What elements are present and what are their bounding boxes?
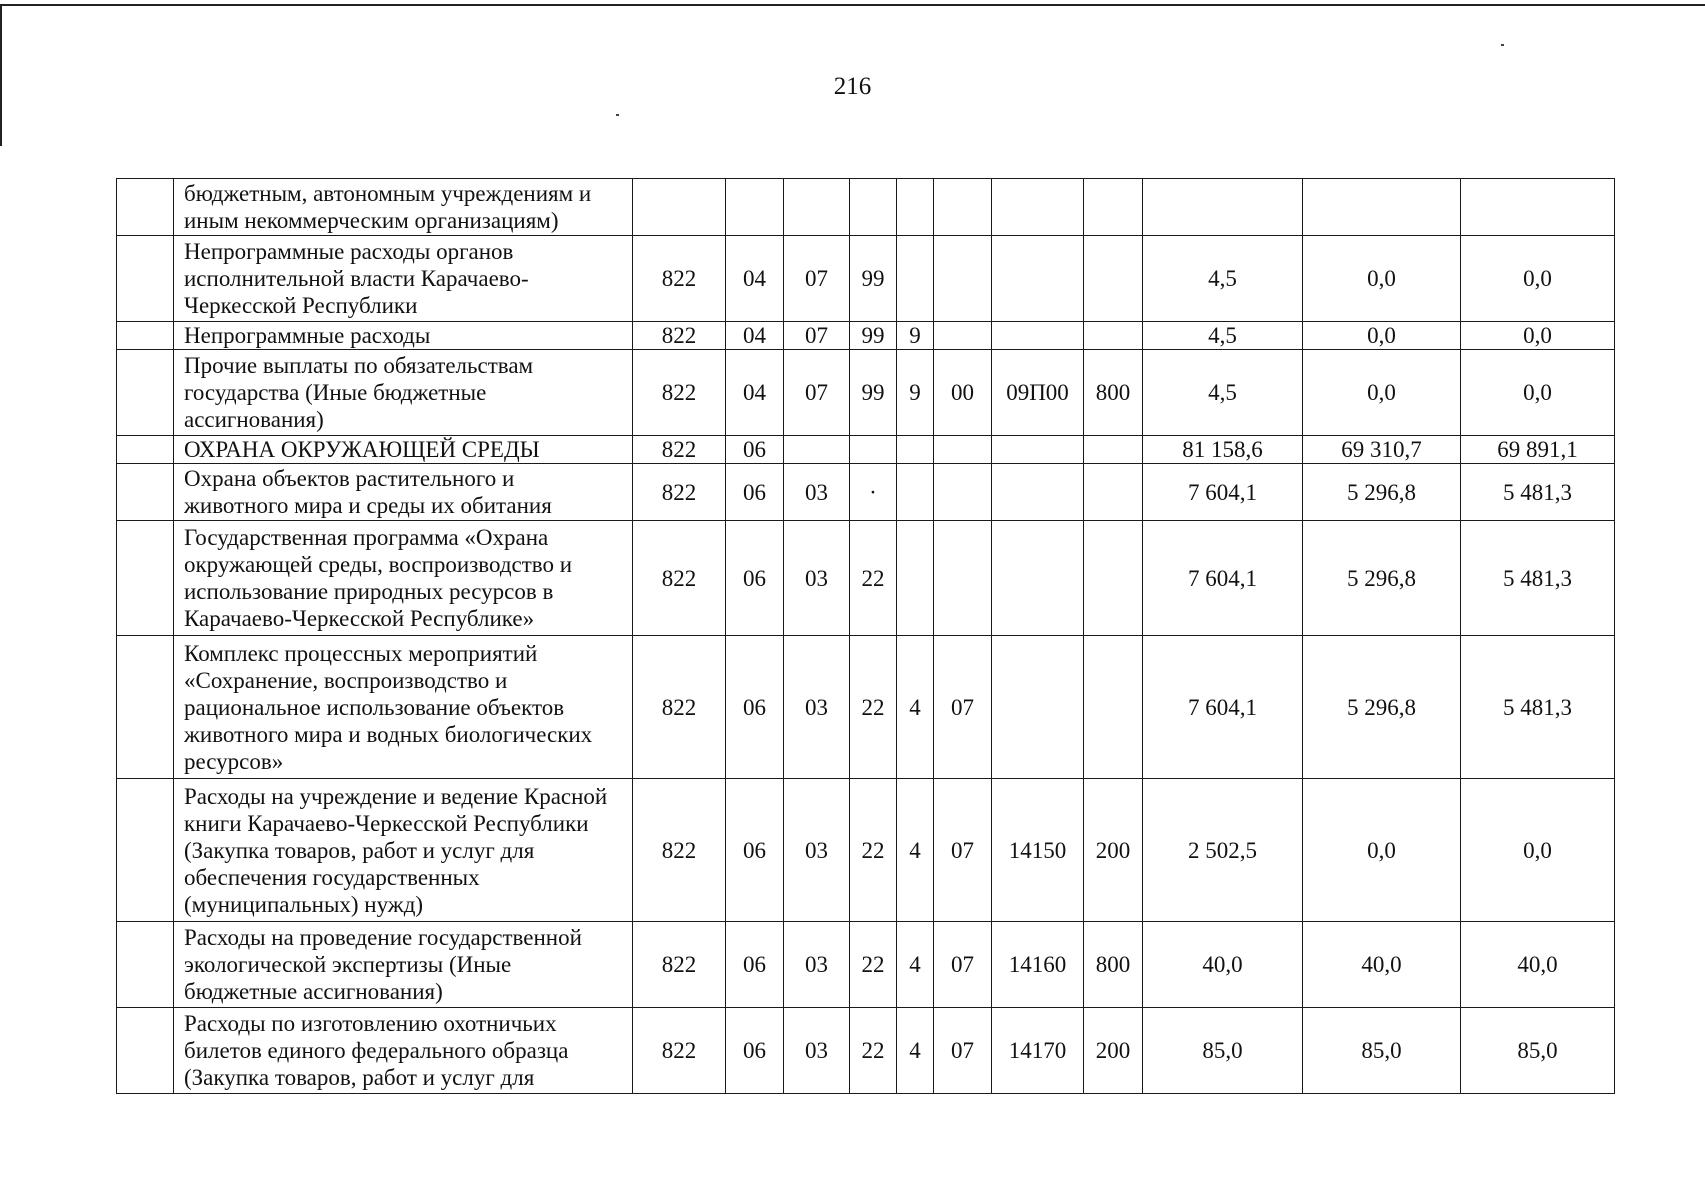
item-name-cell: Расходы по изготовлению охотничьих билетов единого федерального образца (Закупка товаров, работ и услуг для (174, 1008, 633, 1094)
amount-year-2-cell: 0,0 (1303, 350, 1461, 436)
row-number-cell (117, 636, 174, 779)
direction-cell (992, 521, 1084, 636)
table-body (117, 179, 1615, 1094)
table-row (117, 236, 1615, 322)
item-name-cell: Государственная программа «Охрана окружающей среды, воспроизводство и использование природных ресурсов в Карачаево-Черкесской Республике» (174, 521, 633, 636)
activity-cell (934, 436, 992, 464)
amount-year-3-cell: 0,0 (1461, 322, 1615, 350)
program-cell: 99 (850, 350, 897, 436)
amount-year-1-cell: 4,5 (1143, 236, 1303, 322)
admin-code-cell: 822 (633, 922, 726, 1008)
direction-cell: 14160 (992, 922, 1084, 1008)
subprogram-cell: 4 (897, 1008, 934, 1094)
activity-cell: 07 (934, 922, 992, 1008)
table-row (117, 179, 1615, 236)
table-row (117, 922, 1615, 1008)
section-cell: 06 (726, 464, 784, 521)
table-row (117, 779, 1615, 922)
table-row (117, 521, 1615, 636)
row-number-cell (117, 236, 174, 322)
section-cell: 04 (726, 236, 784, 322)
section-cell: 04 (726, 322, 784, 350)
subsection-cell: 03 (784, 922, 850, 1008)
scan-border-top (0, 4, 1705, 6)
subsection-cell: 03 (784, 636, 850, 779)
amount-year-3-cell: 40,0 (1461, 922, 1615, 1008)
amount-year-2-cell: 0,0 (1303, 779, 1461, 922)
amount-year-3-cell: 0,0 (1461, 236, 1615, 322)
program-cell: 22 (850, 1008, 897, 1094)
row-number-cell (117, 436, 174, 464)
subsection-cell: 03 (784, 521, 850, 636)
admin-code-cell: 822 (633, 322, 726, 350)
program-cell: 22 (850, 779, 897, 922)
amount-year-1-cell (1143, 179, 1303, 236)
admin-code-cell: 822 (633, 464, 726, 521)
admin-code-cell: 822 (633, 636, 726, 779)
admin-code-cell: 822 (633, 350, 726, 436)
section-cell: 06 (726, 922, 784, 1008)
expense-type-cell (1084, 236, 1143, 322)
subprogram-cell (897, 236, 934, 322)
amount-year-2-cell: 0,0 (1303, 236, 1461, 322)
subprogram-cell: 4 (897, 636, 934, 779)
subprogram-cell (897, 436, 934, 464)
section-cell: 06 (726, 779, 784, 922)
amount-year-2-cell: 5 296,8 (1303, 636, 1461, 779)
table-row (117, 464, 1615, 521)
subsection-cell: 07 (784, 322, 850, 350)
table-row (117, 1008, 1615, 1094)
expense-type-cell (1084, 436, 1143, 464)
row-number-cell (117, 521, 174, 636)
subsection-cell: 03 (784, 464, 850, 521)
section-cell (726, 179, 784, 236)
subprogram-cell (897, 521, 934, 636)
amount-year-3-cell: 69 891,1 (1461, 436, 1615, 464)
admin-code-cell (633, 179, 726, 236)
direction-cell (992, 436, 1084, 464)
expense-type-cell (1084, 521, 1143, 636)
amount-year-1-cell: 81 158,6 (1143, 436, 1303, 464)
amount-year-3-cell: 0,0 (1461, 779, 1615, 922)
activity-cell: 07 (934, 636, 992, 779)
program-cell: 22 (850, 922, 897, 1008)
subsection-cell: 03 (784, 1008, 850, 1094)
program-cell (850, 179, 897, 236)
subprogram-cell (897, 464, 934, 521)
amount-year-3-cell (1461, 179, 1615, 236)
amount-year-1-cell: 7 604,1 (1143, 521, 1303, 636)
amount-year-2-cell: 40,0 (1303, 922, 1461, 1008)
amount-year-3-cell: 5 481,3 (1461, 521, 1615, 636)
row-number-cell (117, 464, 174, 521)
item-name-cell: Расходы на проведение государственной экологической экспертизы (Иные бюджетные ассигнования) (174, 922, 633, 1008)
subsection-cell: 07 (784, 236, 850, 322)
expense-type-cell: 800 (1084, 350, 1143, 436)
item-name-cell: Расходы на учреждение и ведение Красной книги Карачаево-Черкесской Республики (Закупка товаров, работ и услуг для обеспечения государственных (муниципальных) нужд) (174, 779, 633, 922)
admin-code-cell: 822 (633, 436, 726, 464)
admin-code-cell: 822 (633, 236, 726, 322)
direction-cell (992, 464, 1084, 521)
subsection-cell: 07 (784, 350, 850, 436)
activity-cell (934, 464, 992, 521)
direction-cell: 14150 (992, 779, 1084, 922)
table-row (117, 322, 1615, 350)
section-cell: 06 (726, 1008, 784, 1094)
amount-year-2-cell: 0,0 (1303, 322, 1461, 350)
activity-cell (934, 521, 992, 636)
program-cell: 22 (850, 636, 897, 779)
amount-year-1-cell: 4,5 (1143, 322, 1303, 350)
section-cell: 04 (726, 350, 784, 436)
admin-code-cell: 822 (633, 1008, 726, 1094)
scan-speck (616, 114, 619, 116)
amount-year-1-cell: 7 604,1 (1143, 464, 1303, 521)
expense-type-cell: 200 (1084, 779, 1143, 922)
subprogram-cell: 9 (897, 350, 934, 436)
subsection-cell (784, 436, 850, 464)
table-row (117, 350, 1615, 436)
admin-code-cell: 822 (633, 779, 726, 922)
scan-speck (1501, 44, 1504, 46)
subprogram-cell: 9 (897, 322, 934, 350)
item-name-cell: бюджетным, автономным учреждениям и иным некоммерческим организациям) (174, 179, 633, 236)
table-row (117, 636, 1615, 779)
section-cell: 06 (726, 521, 784, 636)
subprogram-cell (897, 179, 934, 236)
expense-type-cell: 800 (1084, 922, 1143, 1008)
row-number-cell (117, 1008, 174, 1094)
direction-cell (992, 179, 1084, 236)
amount-year-3-cell: 5 481,3 (1461, 464, 1615, 521)
expense-type-cell (1084, 322, 1143, 350)
direction-cell (992, 236, 1084, 322)
row-number-cell (117, 350, 174, 436)
amount-year-3-cell: 85,0 (1461, 1008, 1615, 1094)
amount-year-2-cell: 5 296,8 (1303, 521, 1461, 636)
direction-cell (992, 636, 1084, 779)
amount-year-3-cell: 5 481,3 (1461, 636, 1615, 779)
item-name-cell: Непрограммные расходы органов исполнительной власти Карачаево-Черкесской Республики (174, 236, 633, 322)
program-cell (850, 436, 897, 464)
row-number-cell (117, 779, 174, 922)
expense-type-cell: 200 (1084, 1008, 1143, 1094)
activity-cell (934, 322, 992, 350)
program-cell: 99 (850, 236, 897, 322)
amount-year-1-cell: 2 502,5 (1143, 779, 1303, 922)
activity-cell (934, 179, 992, 236)
activity-cell: 00 (934, 350, 992, 436)
amount-year-3-cell: 0,0 (1461, 350, 1615, 436)
subprogram-cell: 4 (897, 922, 934, 1008)
amount-year-1-cell: 4,5 (1143, 350, 1303, 436)
program-cell: · (850, 464, 897, 521)
program-cell: 99 (850, 322, 897, 350)
section-cell: 06 (726, 436, 784, 464)
amount-year-2-cell: 69 310,7 (1303, 436, 1461, 464)
direction-cell: 09П00 (992, 350, 1084, 436)
direction-cell: 14170 (992, 1008, 1084, 1094)
amount-year-1-cell: 7 604,1 (1143, 636, 1303, 779)
expense-type-cell (1084, 636, 1143, 779)
expense-type-cell (1084, 464, 1143, 521)
direction-cell (992, 322, 1084, 350)
activity-cell (934, 236, 992, 322)
section-cell: 06 (726, 636, 784, 779)
amount-year-2-cell (1303, 179, 1461, 236)
table-row (117, 436, 1615, 464)
amount-year-2-cell: 5 296,8 (1303, 464, 1461, 521)
item-name-cell: Непрограммные расходы (174, 322, 633, 350)
item-name-cell: Комплекс процессных мероприятий «Сохранение, воспроизводство и рациональное использование объектов животного мира и водных биологических ресурсов» (174, 636, 633, 779)
item-name-cell: Охрана объектов растительного и животного мира и среды их обитания (174, 464, 633, 521)
amount-year-2-cell: 85,0 (1303, 1008, 1461, 1094)
amount-year-1-cell: 40,0 (1143, 922, 1303, 1008)
amount-year-1-cell: 85,0 (1143, 1008, 1303, 1094)
program-cell: 22 (850, 521, 897, 636)
activity-cell: 07 (934, 779, 992, 922)
item-name-cell: Прочие выплаты по обязательствам государства (Иные бюджетные ассигнования) (174, 350, 633, 436)
row-number-cell (117, 322, 174, 350)
page-number: 216 (833, 73, 872, 100)
expense-type-cell (1084, 179, 1143, 236)
item-name-cell: ОХРАНА ОКРУЖАЮЩЕЙ СРЕДЫ (174, 436, 633, 464)
row-number-cell (117, 179, 174, 236)
subprogram-cell: 4 (897, 779, 934, 922)
admin-code-cell: 822 (633, 521, 726, 636)
subsection-cell: 03 (784, 779, 850, 922)
budget-table (116, 178, 1615, 1094)
activity-cell: 07 (934, 1008, 992, 1094)
subsection-cell (784, 179, 850, 236)
row-number-cell (117, 922, 174, 1008)
